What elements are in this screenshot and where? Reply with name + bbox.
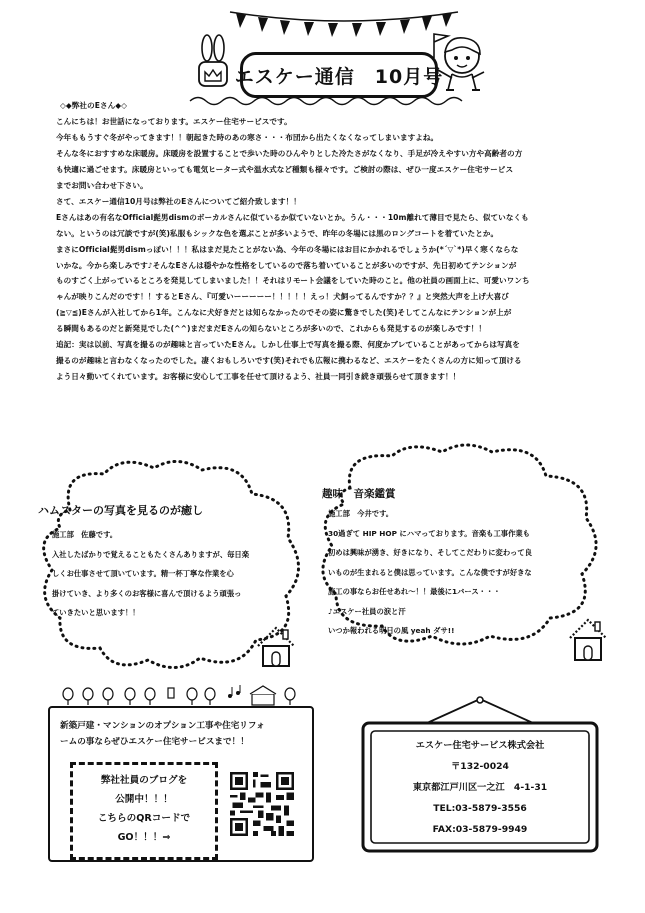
- cloud-left-line: しくお仕事させて頂いています。精一杯丁寧な作業を心: [52, 569, 234, 578]
- article-line: そんな冬におすすめな床暖房。床暖房を設置することで歩いた時のひんやりとした冷たさがなくなり、手足が冷えやすい方や高齢者の方: [56, 148, 523, 158]
- article-line: いかな。今から楽しみです♪そんなEさんは穏やかな性格をしているので落ち着いていることが多いのですが、先日初めてテンションが: [56, 260, 517, 270]
- cloud-right-line: 施工の事ならお任せあれ～！！最後に1バース・・・: [328, 587, 501, 596]
- bunny-crown-illustration: [196, 34, 230, 92]
- blog-line: 弊社社員のブログを: [100, 775, 188, 786]
- article-line: ゃんが映りこんだのです！！するとEさん、『可愛いーーーーー！！！！！えっ！犬飼ってるんですか？？』と突然大声を上げ大喜び: [56, 292, 509, 302]
- house-icon: [254, 624, 298, 670]
- article-line: さて、エスケー通信10月号は弊社のEさんについてご紹介致します！！: [56, 196, 301, 206]
- cloud-right-line: 30過ぎて HIP HOP にハマっております。音楽も工事作業も: [328, 528, 530, 538]
- blog-callout-text: [73, 771, 215, 847]
- article-line: までお問い合わせ下さい。: [56, 180, 148, 190]
- article-line: Eさんはあの有名なOfficial髭男dismのボーカルさんに似ているか似ていないとか。うん・・・10m離れて薄目で見たら、似ていなくも: [56, 212, 529, 222]
- article-line: まさにOfficial髭男dismっぽい！！！私はまだ見たことがない為、今年の冬場にはお目にかかれるでしょうか(*´▽`*)早く寒くならな: [56, 244, 519, 254]
- cloud-right-line: ♪エスケー社員の涙と汗: [328, 606, 406, 616]
- blog-line: こちらのQRコードで: [97, 813, 191, 824]
- cloud-left-line: ていきたいと思います！！: [52, 608, 140, 617]
- promo-box: [48, 706, 314, 862]
- company-signboard: [357, 695, 603, 855]
- company-name: エスケー住宅サービス株式会社: [415, 740, 545, 751]
- cloud-right-line: 初めは興味が湧き、好きになり、そしてこだわりに変わって良: [328, 548, 532, 557]
- company-postal: 〒132-0024: [451, 761, 509, 772]
- company-info: [357, 735, 603, 840]
- newsletter-title: エスケー通信 10月号: [234, 65, 444, 88]
- article-line: も快適に過ごせます。床暖房といっても電気ヒーター式や温水式など種類も様々です。ご検討の際は、ぜひ一度エスケー住宅サービス: [56, 164, 514, 174]
- company-tel: TEL:03-5879-3556: [433, 803, 527, 814]
- trees-and-notes-decoration: [60, 684, 306, 706]
- cloud-left-line: 施工部 佐藤です。: [52, 530, 118, 539]
- blog-line: GO！！！⇒: [117, 832, 171, 843]
- company-address: 東京都江戸川区一之江 4-1-31: [412, 782, 548, 793]
- article-line: 撮るのが趣味と言わなくなったのでした。凄くおもしろいです(笑)それでも広報に携わるなど、エスケーをたくさんの方に知って頂ける: [56, 356, 522, 366]
- promo-text: [60, 718, 304, 750]
- promo-line: ームの事ならぜひエスケー住宅サービスまで！！: [60, 737, 249, 747]
- qr-code[interactable]: [230, 772, 294, 836]
- cloud-left-text: [52, 525, 249, 623]
- promo-line: 新築戸建・マンションのオプション工事や住宅リフォ: [60, 721, 265, 731]
- article-line: ものすごく上がっているところを発見してしまいました！！それはリモート会議をしていた時のこと。他の社員の画面上に、可愛いワンち: [56, 276, 530, 286]
- bunting-garland: [228, 8, 460, 38]
- house-icon: [566, 616, 610, 666]
- boy-with-flag-illustration: [428, 30, 490, 96]
- blog-callout: [70, 762, 218, 860]
- cloud-right-line: いつか報われる明日の風 yeah ダサ!!: [328, 626, 455, 635]
- cloud-right-text: [328, 504, 532, 641]
- cloud-left-title: ハムスターの写真を見るのが癒し: [38, 504, 203, 517]
- article-line: ない。というのは冗談ですが(笑)私服もシックな色を選ぶことが多いようで、昨年の冬場には黒のロングコートを着ていたとか。: [56, 228, 499, 238]
- article-line: 追記：実は以前、写真を撮るのが趣味と言っていたEさん。しかし仕事上で写真を撮る際、何度かブレていることがあってからは写真を: [56, 340, 520, 350]
- article-body: [56, 98, 602, 385]
- article-line: る瞬間もあるのだと新発見でした(^^)まだまだEさんの知らないところが多いので、これからも発見するのが楽しみです！！: [56, 324, 487, 334]
- article-section-heading: ◇◆弊社のEさん◆◇: [60, 101, 128, 110]
- article-line: (≧▽≦)Eさんが入社してから1年。こんなに犬好きだとは知らなかったのでその姿に驚きでした(笑)そしてこんなにテンションが上が: [56, 308, 512, 318]
- cloud-left-line: 入社したばかりで覚えることもたくさんありますが、毎日楽: [52, 549, 250, 559]
- cloud-right-line: いものが生まれると僕は思っています。こんな僕ですが好きな: [328, 567, 532, 577]
- article-line: こんにちは！お世話になっております。エスケー住宅サービスです。: [56, 116, 292, 126]
- company-fax: FAX:03-5879-9949: [432, 824, 528, 835]
- cloud-right-title: 趣味 音楽鑑賞: [322, 488, 396, 500]
- cloud-left-line: 掛けていき、より多くのお客様に喜んで頂けるよう頑張っ: [52, 588, 242, 598]
- blog-line: 公開中！！！: [115, 794, 173, 805]
- article-line: よう日々動いてくれています。お客様に安心して工事を任せて頂けるよう、社員一同引き続き頑張らせて頂きます！！: [56, 372, 461, 382]
- cloud-right-line: 施工部 今井です。: [328, 509, 394, 518]
- cloud-right: [310, 438, 610, 654]
- newsletter-title-box: [234, 52, 444, 98]
- article-line: 今年ももうすぐ冬がやってきます！！朝起きた時のあの寒さ・・・布団から出たくなくなってしまいますよね。: [56, 132, 439, 142]
